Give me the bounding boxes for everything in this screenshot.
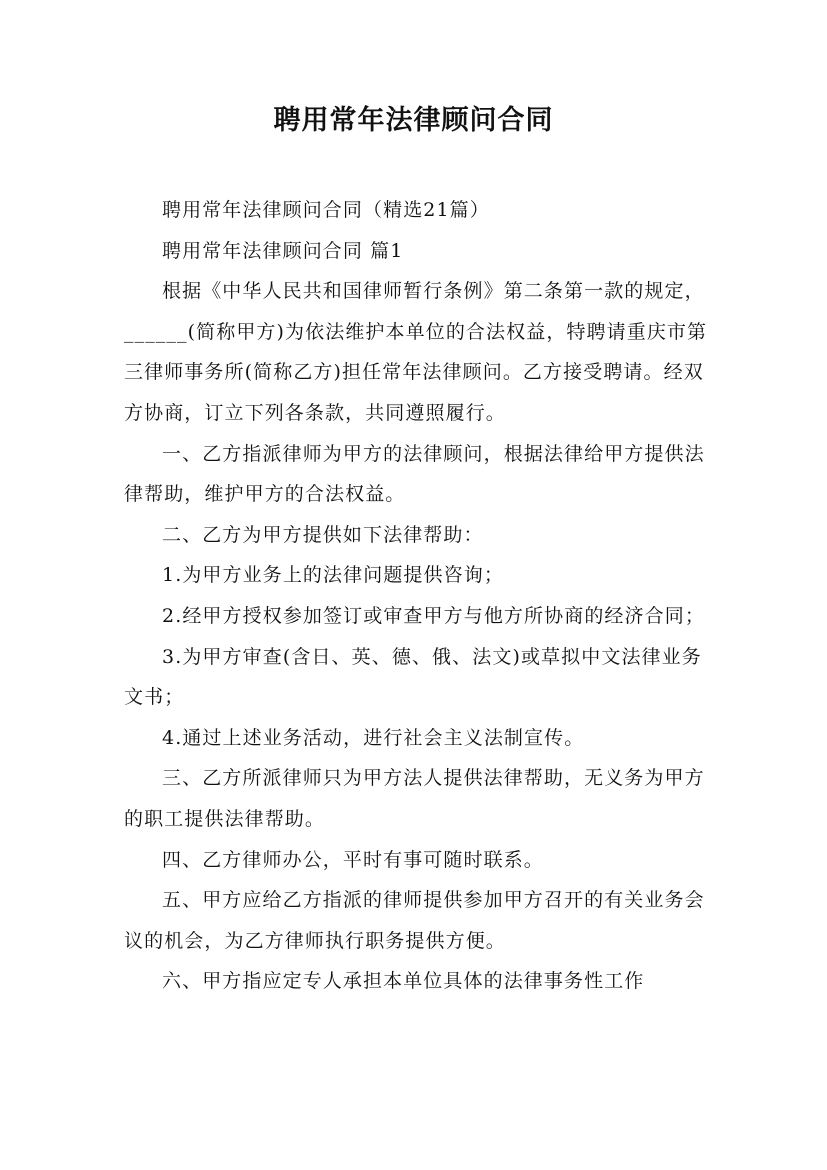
paragraph-clause-2-item-4: 4.通过上述业务活动，进行社会主义法制宣传。 [162, 726, 585, 749]
paragraph-clause-6: 六、甲方指应定专人承担本单位具体的法律事务性工作 [162, 970, 645, 993]
paragraph-clause-5: 五、甲方应给乙方指派的律师提供参加甲方召开的有关业务会议的机会，为乙方律师执行职务提供方便。 [124, 889, 705, 952]
paragraph-clause-2-item-3: 3.为甲方审查(含日、英、德、俄、法文)或草拟中文法律业务文书； [124, 645, 702, 709]
document-body [124, 190, 708, 1002]
paragraph-clause-2-item-1: 1.为甲方业务上的法律问题提供咨询； [162, 564, 504, 587]
document-title: 聘用常年法律顾问合同 [273, 105, 554, 136]
paragraph-clause-2: 二、乙方为甲方提供如下法律帮助： [162, 523, 484, 546]
paragraph-subtitle: 聘用常年法律顾问合同（精选21篇） [162, 199, 490, 221]
paragraph-preamble: 根据《中华人民共和国律师暂行条例》第二条第一款的规定，______(简称甲方)为依法维护本单位的合法权益，特聘请重庆市第三律师事务所(简称乙方)担任常年法律顾问。乙方接受聘请。经双方协商，订立下列各条款，共同遵照履行。 [124, 280, 708, 424]
paragraph-clause-3: 三、乙方所派律师只为甲方法人提供法律帮助，无义务为甲方的职工提供法律帮助。 [124, 767, 705, 830]
paragraph-section-heading: 聘用常年法律顾问合同 篇1 [162, 239, 404, 262]
paragraph-clause-1: 一、乙方指派律师为甲方的法律顾问，根据法律给甲方提供法律帮助，维护甲方的合法权益。 [124, 442, 705, 506]
paragraph-clause-4: 四、乙方律师办公，平时有事可随时联系。 [162, 848, 544, 871]
paragraph-clause-2-item-2: 2.经甲方授权参加签订或审查甲方与他方所协商的经济合同； [162, 604, 705, 627]
